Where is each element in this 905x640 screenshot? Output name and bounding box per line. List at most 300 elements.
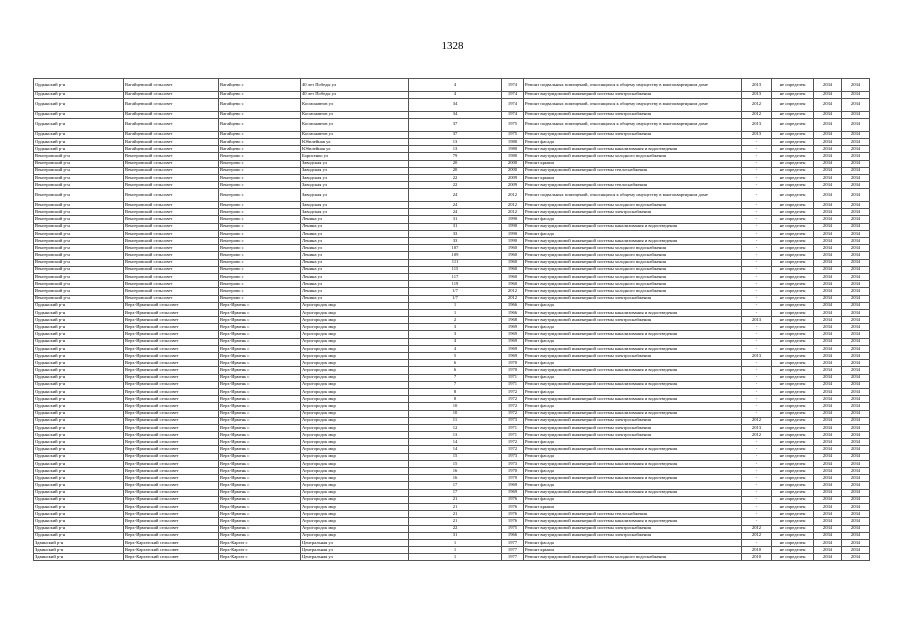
- cell-plan-end-year: 2034: [842, 439, 870, 446]
- cell-street: Заводская ул: [301, 167, 409, 174]
- cell-council: Верх-Ирменский сельсовет: [124, 489, 219, 496]
- cell-house-number: 3: [409, 331, 502, 338]
- cell-plan-end-year: 2034: [842, 216, 870, 223]
- cell-last-repair-year: 2013: [742, 131, 772, 138]
- table-row: [34, 388, 870, 395]
- cell-street: Агрогородок мкр: [301, 367, 409, 374]
- cell-settlement: Верх-Ирмень с: [219, 403, 301, 410]
- cell-plan-end-year: 2034: [842, 189, 870, 202]
- cell-council: Верх-Ирменский сельсовет: [124, 367, 219, 374]
- cell-district: Ордынский р-н: [34, 374, 124, 381]
- cell-settlement: Верх-Ирмень с: [219, 417, 301, 424]
- cell-house-number: 119: [409, 281, 502, 288]
- cell-district: Ордынский р-н: [34, 468, 124, 475]
- cell-street: Агрогородок мкр: [301, 432, 409, 439]
- cell-district: Ордынский р-н: [34, 345, 124, 352]
- cell-settlement: Венгерово с: [219, 281, 301, 288]
- cell-settlement: Верх-Ирмень с: [219, 324, 301, 331]
- cell-last-repair-year: 2013: [742, 118, 772, 131]
- cell-street: Агрогородок мкр: [301, 381, 409, 388]
- cell-status: не определен: [772, 153, 814, 160]
- cell-council: Верх-Ирменский сельсовет: [124, 446, 219, 453]
- cell-last-repair-year: -: [742, 446, 772, 453]
- cell-council: Вагайцевский сельсовет: [124, 146, 219, 153]
- cell-plan-start-year: 2034: [814, 302, 842, 309]
- cell-house-number: 16: [409, 475, 502, 482]
- cell-work-type: Ремонт фасада: [524, 138, 742, 145]
- cell-plan-end-year: 2034: [842, 432, 870, 439]
- cell-build-year: 1977: [502, 539, 524, 546]
- cell-status: не определен: [772, 489, 814, 496]
- cell-council: Вагайцевский сельсовет: [124, 131, 219, 138]
- cell-district: Здвинский р-н: [34, 539, 124, 546]
- cell-plan-end-year: 2034: [842, 338, 870, 345]
- cell-house-number: 21: [409, 511, 502, 518]
- cell-build-year: 1974: [502, 111, 524, 118]
- cell-settlement: Венгерово с: [219, 189, 301, 202]
- table-row: [34, 331, 870, 338]
- cell-house-number: 2: [409, 317, 502, 324]
- cell-street: Юбилейная ул: [301, 146, 409, 153]
- cell-district: Венгеровский р-н: [34, 189, 124, 202]
- cell-street: Заводская ул: [301, 189, 409, 202]
- cell-plan-end-year: 2034: [842, 547, 870, 554]
- cell-work-type: Ремонт внутридомовой инженерной системы электроснабжения: [524, 417, 742, 424]
- cell-work-type: Ремонт внутридомовой инженерной системы канализования и водоотведения: [524, 367, 742, 374]
- cell-council: Верх-Ирменский сельсовет: [124, 424, 219, 431]
- cell-plan-start-year: 2034: [814, 216, 842, 223]
- cell-plan-start-year: 2034: [814, 91, 842, 98]
- cell-council: Верх-Ирменский сельсовет: [124, 302, 219, 309]
- cell-settlement: Венгерово с: [219, 209, 301, 216]
- table-row: [34, 324, 870, 331]
- table-row: [34, 79, 870, 92]
- cell-status: не определен: [772, 403, 814, 410]
- table-row: [34, 446, 870, 453]
- cell-work-type: Ремонт внутридомовой инженерной системы холодного водоснабжения: [524, 288, 742, 295]
- cell-district: Венгеровский р-н: [34, 153, 124, 160]
- cell-last-repair-year: -: [742, 482, 772, 489]
- cell-plan-start-year: 2034: [814, 403, 842, 410]
- cell-settlement: Верх-Ирмень с: [219, 424, 301, 431]
- cell-street: Агрогородок мкр: [301, 302, 409, 309]
- cell-status: не определен: [772, 79, 814, 92]
- cell-house-number: 8: [409, 388, 502, 395]
- cell-status: не определен: [772, 360, 814, 367]
- cell-settlement: Верх-Ирмень с: [219, 317, 301, 324]
- cell-district: Ордынский р-н: [34, 324, 124, 331]
- cell-build-year: 1973: [502, 460, 524, 467]
- cell-plan-start-year: 2034: [814, 525, 842, 532]
- cell-work-type: Ремонт внутридомовой инженерной системы холодного водоснабжения: [524, 266, 742, 273]
- cell-plan-end-year: 2034: [842, 230, 870, 237]
- cell-street: Агрогородок мкр: [301, 324, 409, 331]
- cell-work-type: Ремонт внутридомовой инженерной системы канализования и водоотведения: [524, 396, 742, 403]
- cell-council: Венгеровский сельсовет: [124, 202, 219, 209]
- cell-work-type: Ремонт внутридомовой инженерной системы холодного водоснабжения: [524, 153, 742, 160]
- cell-last-repair-year: -: [742, 345, 772, 352]
- cell-district: Ордынский р-н: [34, 118, 124, 131]
- cell-house-number: 79: [409, 153, 502, 160]
- cell-house-number: 31: [409, 223, 502, 230]
- cell-status: не определен: [772, 223, 814, 230]
- cell-work-type: Ремонт внутридомовой инженерной системы канализования и водоотведения: [524, 475, 742, 482]
- cell-last-repair-year: 2012: [742, 532, 772, 539]
- cell-district: Ордынский р-н: [34, 302, 124, 309]
- cell-district: Здвинский р-н: [34, 554, 124, 561]
- cell-district: Ордынский р-н: [34, 91, 124, 98]
- cell-last-repair-year: -: [742, 460, 772, 467]
- cell-plan-start-year: 2034: [814, 160, 842, 167]
- table-row: [34, 118, 870, 131]
- cell-last-repair-year: 2013: [742, 317, 772, 324]
- cell-plan-end-year: 2034: [842, 511, 870, 518]
- cell-settlement: Верх-Ирмень с: [219, 388, 301, 395]
- cell-house-number: 6: [409, 367, 502, 374]
- cell-street: Заводская ул: [301, 202, 409, 209]
- cell-work-type: Ремонт внутридомовой инженерной системы электроснабжения: [524, 525, 742, 532]
- table-row: [34, 432, 870, 439]
- cell-council: Венгеровский сельсовет: [124, 266, 219, 273]
- cell-last-repair-year: -: [742, 295, 772, 302]
- cell-house-number: 8: [409, 396, 502, 403]
- cell-status: не определен: [772, 331, 814, 338]
- cell-council: Верх-Ирменский сельсовет: [124, 345, 219, 352]
- cell-settlement: Верх-Ирмень с: [219, 331, 301, 338]
- cell-plan-end-year: 2034: [842, 98, 870, 111]
- page-number: 1328: [441, 40, 464, 52]
- cell-council: Верх-Ирменский сельсовет: [124, 353, 219, 360]
- cell-house-number: 1: [409, 547, 502, 554]
- cell-house-number: 109: [409, 252, 502, 259]
- cell-last-repair-year: -: [742, 259, 772, 266]
- cell-build-year: 1980: [502, 146, 524, 153]
- cell-plan-start-year: 2034: [814, 338, 842, 345]
- cell-build-year: 1960: [502, 245, 524, 252]
- cell-last-repair-year: -: [742, 324, 772, 331]
- cell-plan-end-year: 2034: [842, 446, 870, 453]
- cell-house-number: 1: [409, 539, 502, 546]
- cell-house-number: 34: [409, 98, 502, 111]
- table-row: [34, 468, 870, 475]
- cell-plan-start-year: 2034: [814, 496, 842, 503]
- cell-council: Верх-Ирменский сельсовет: [124, 338, 219, 345]
- cell-build-year: 1973: [502, 453, 524, 460]
- cell-plan-end-year: 2034: [842, 475, 870, 482]
- cell-council: Верх-Ирменский сельсовет: [124, 518, 219, 525]
- cell-house-number: 7: [409, 381, 502, 388]
- cell-status: не определен: [772, 554, 814, 561]
- cell-street: Заводская ул: [301, 174, 409, 181]
- cell-status: не определен: [772, 146, 814, 153]
- cell-street: Агрогородок мкр: [301, 489, 409, 496]
- cell-plan-end-year: 2034: [842, 111, 870, 118]
- cell-last-repair-year: -: [742, 153, 772, 160]
- cell-plan-start-year: 2034: [814, 374, 842, 381]
- cell-status: не определен: [772, 482, 814, 489]
- cell-last-repair-year: 2013: [742, 79, 772, 92]
- cell-district: Венгеровский р-н: [34, 238, 124, 245]
- cell-work-type: Ремонт внутридомовой инженерной системы теплоснабжения: [524, 182, 742, 189]
- cell-work-type: Ремонт фасада: [524, 302, 742, 309]
- cell-work-type: Ремонт крыши: [524, 547, 742, 554]
- cell-house-number: 20: [409, 167, 502, 174]
- cell-settlement: Венгерово с: [219, 238, 301, 245]
- table-row: [34, 367, 870, 374]
- cell-settlement: Вагайцево с: [219, 138, 301, 145]
- table-row: [34, 98, 870, 111]
- cell-status: не определен: [772, 432, 814, 439]
- cell-street: Агрогородок мкр: [301, 460, 409, 467]
- cell-house-number: 24: [409, 202, 502, 209]
- cell-settlement: Венгерово с: [219, 182, 301, 189]
- cell-council: Вагайцевский сельсовет: [124, 111, 219, 118]
- cell-street: Космонавтов ул: [301, 111, 409, 118]
- cell-work-type: Ремонт внутридомовой инженерной системы холодного водоснабжения: [524, 273, 742, 280]
- cell-house-number: 4: [409, 338, 502, 345]
- table-row: [34, 511, 870, 518]
- cell-last-repair-year: -: [742, 209, 772, 216]
- cell-house-number: 21: [409, 496, 502, 503]
- cell-district: Ордынский р-н: [34, 396, 124, 403]
- cell-settlement: Венгерово с: [219, 288, 301, 295]
- cell-last-repair-year: -: [742, 302, 772, 309]
- cell-work-type: Ремонт внутридомовой инженерной системы электроснабжения: [524, 532, 742, 539]
- cell-build-year: 1971: [502, 424, 524, 431]
- cell-street: Агрогородок мкр: [301, 309, 409, 316]
- cell-plan-start-year: 2034: [814, 475, 842, 482]
- cell-council: Венгеровский сельсовет: [124, 245, 219, 252]
- cell-house-number: 4: [409, 79, 502, 92]
- cell-settlement: Венгерово с: [219, 174, 301, 181]
- table-row: [34, 489, 870, 496]
- table-row: [34, 475, 870, 482]
- cell-settlement: Верх-Ирмень с: [219, 353, 301, 360]
- cell-council: Верх-Ирменский сельсовет: [124, 331, 219, 338]
- cell-plan-end-year: 2034: [842, 295, 870, 302]
- cell-work-type: Ремонт фасада: [524, 468, 742, 475]
- cell-build-year: 1980: [502, 153, 524, 160]
- cell-plan-start-year: 2034: [814, 259, 842, 266]
- cell-build-year: 1980: [502, 138, 524, 145]
- cell-street: Агрогородок мкр: [301, 453, 409, 460]
- cell-street: Агрогородок мкр: [301, 482, 409, 489]
- cell-status: не определен: [772, 167, 814, 174]
- cell-district: Ордынский р-н: [34, 98, 124, 111]
- cell-street: Ленина ул: [301, 288, 409, 295]
- cell-work-type: Ремонт внутридомовой инженерной системы канализования и водоотведения: [524, 238, 742, 245]
- cell-last-repair-year: 2012: [742, 111, 772, 118]
- cell-plan-end-year: 2034: [842, 209, 870, 216]
- cell-build-year: 1970: [502, 367, 524, 374]
- cell-plan-end-year: 2034: [842, 424, 870, 431]
- cell-work-type: Ремонт внутридомовой инженерной системы электроснабжения: [524, 353, 742, 360]
- cell-last-repair-year: -: [742, 245, 772, 252]
- cell-council: Верх-Ирменский сельсовет: [124, 468, 219, 475]
- cell-work-type: Ремонт внутридомовой инженерной системы электроснабжения: [524, 209, 742, 216]
- cell-last-repair-year: -: [742, 223, 772, 230]
- cell-plan-end-year: 2034: [842, 539, 870, 546]
- cell-work-type: Ремонт внутридомовой инженерной системы канализования и водоотведения: [524, 446, 742, 453]
- cell-district: Ордынский р-н: [34, 309, 124, 316]
- table-row: [34, 345, 870, 352]
- cell-street: Космонавтов ул: [301, 98, 409, 111]
- cell-work-type: Ремонт внутридомовой инженерной системы электроснабжения: [524, 91, 742, 98]
- cell-settlement: Верх-Ирмень с: [219, 453, 301, 460]
- cell-build-year: 1974: [502, 91, 524, 98]
- cell-settlement: Верх-Ирмень с: [219, 525, 301, 532]
- cell-plan-start-year: 2034: [814, 439, 842, 446]
- cell-build-year: 1971: [502, 381, 524, 388]
- cell-plan-start-year: 2034: [814, 230, 842, 237]
- cell-plan-start-year: 2034: [814, 446, 842, 453]
- cell-last-repair-year: -: [742, 381, 772, 388]
- cell-plan-start-year: 2034: [814, 331, 842, 338]
- cell-house-number: 24: [409, 209, 502, 216]
- cell-plan-start-year: 2034: [814, 317, 842, 324]
- table-row: [34, 111, 870, 118]
- cell-status: не определен: [772, 547, 814, 554]
- cell-house-number: 10: [409, 410, 502, 417]
- cell-house-number: 1/7: [409, 295, 502, 302]
- cell-build-year: 1977: [502, 547, 524, 554]
- cell-work-type: Ремонт крыши: [524, 174, 742, 181]
- cell-council: Верх-Ирменский сельсовет: [124, 482, 219, 489]
- cell-work-type: Ремонт внутридомовой инженерной системы электроснабжения: [524, 432, 742, 439]
- cell-status: не определен: [772, 309, 814, 316]
- cell-plan-end-year: 2034: [842, 482, 870, 489]
- cell-build-year: 1990: [502, 238, 524, 245]
- cell-plan-start-year: 2034: [814, 432, 842, 439]
- cell-build-year: 1968: [502, 317, 524, 324]
- cell-house-number: 7: [409, 374, 502, 381]
- cell-street: Космонавтов ул: [301, 131, 409, 138]
- cell-street: Заводская ул: [301, 182, 409, 189]
- cell-street: Центральная ул: [301, 539, 409, 546]
- cell-plan-start-year: 2034: [814, 131, 842, 138]
- cell-work-type: Ремонт внутридомовой инженерной системы канализования и водоотведения: [524, 309, 742, 316]
- cell-plan-end-year: 2034: [842, 281, 870, 288]
- cell-status: не определен: [772, 539, 814, 546]
- cell-plan-end-year: 2034: [842, 331, 870, 338]
- cell-work-type: Ремонт внутридомовой инженерной системы холодного водоснабжения: [524, 245, 742, 252]
- cell-district: Ордынский р-н: [34, 489, 124, 496]
- table-row: [34, 167, 870, 174]
- cell-plan-end-year: 2034: [842, 554, 870, 561]
- table-row: [34, 532, 870, 539]
- cell-house-number: 24: [409, 189, 502, 202]
- cell-build-year: 1969: [502, 489, 524, 496]
- cell-street: Ленина ул: [301, 216, 409, 223]
- cell-work-type: Ремонт фасада: [524, 324, 742, 331]
- cell-council: Вагайцевский сельсовет: [124, 98, 219, 111]
- cell-work-type: Ремонт внутридомовой инженерной системы электроснабжения: [524, 295, 742, 302]
- cell-last-repair-year: -: [742, 468, 772, 475]
- cell-plan-start-year: 2034: [814, 209, 842, 216]
- cell-district: Ордынский р-н: [34, 138, 124, 145]
- cell-council: Верх-Ирменский сельсовет: [124, 324, 219, 331]
- cell-plan-start-year: 2034: [814, 345, 842, 352]
- cell-house-number: 115: [409, 266, 502, 273]
- cell-plan-start-year: 2034: [814, 138, 842, 145]
- cell-status: не определен: [772, 266, 814, 273]
- cell-house-number: 34: [409, 111, 502, 118]
- cell-settlement: Венгерово с: [219, 153, 301, 160]
- cell-plan-end-year: 2034: [842, 460, 870, 467]
- cell-plan-start-year: 2034: [814, 381, 842, 388]
- cell-plan-start-year: 2034: [814, 460, 842, 467]
- cell-council: Верх-Ирменский сельсовет: [124, 453, 219, 460]
- cell-last-repair-year: -: [742, 160, 772, 167]
- cell-district: Ордынский р-н: [34, 388, 124, 395]
- cell-plan-end-year: 2034: [842, 489, 870, 496]
- cell-work-type: Ремонт внутридомовой инженерной системы канализования и водоотведения: [524, 410, 742, 417]
- cell-district: Венгеровский р-н: [34, 202, 124, 209]
- cell-district: Венгеровский р-н: [34, 230, 124, 237]
- cell-build-year: 1977: [502, 554, 524, 561]
- cell-last-repair-year: -: [742, 189, 772, 202]
- cell-district: Ордынский р-н: [34, 146, 124, 153]
- cell-last-repair-year: -: [742, 167, 772, 174]
- cell-build-year: 1972: [502, 396, 524, 403]
- cell-settlement: Верх-Ирмень с: [219, 360, 301, 367]
- cell-status: не определен: [772, 511, 814, 518]
- cell-house-number: 37: [409, 118, 502, 131]
- cell-street: Центральная ул: [301, 554, 409, 561]
- table-row: [34, 182, 870, 189]
- cell-settlement: Верх-Ирмень с: [219, 432, 301, 439]
- cell-plan-start-year: 2034: [814, 118, 842, 131]
- cell-district: Ордынский р-н: [34, 360, 124, 367]
- cell-council: Венгеровский сельсовет: [124, 238, 219, 245]
- cell-last-repair-year: -: [742, 403, 772, 410]
- cell-last-repair-year: -: [742, 146, 772, 153]
- cell-work-type: Ремонт подвальных помещений, относящихся к общему имуществу в многоквартирном доме: [524, 118, 742, 131]
- cell-settlement: Верх-Ирмень с: [219, 482, 301, 489]
- cell-house-number: 33: [409, 238, 502, 245]
- cell-settlement: Верх-Ирмень с: [219, 532, 301, 539]
- cell-plan-end-year: 2034: [842, 403, 870, 410]
- cell-house-number: 21: [409, 503, 502, 510]
- cell-house-number: 12: [409, 424, 502, 431]
- cell-settlement: Вагайцево с: [219, 91, 301, 98]
- cell-work-type: Ремонт внутридомовой инженерной системы холодного водоснабжения: [524, 202, 742, 209]
- cell-plan-start-year: 2034: [814, 153, 842, 160]
- table-row: [34, 417, 870, 424]
- table-row: [34, 245, 870, 252]
- cell-status: не определен: [772, 131, 814, 138]
- cell-plan-start-year: 2034: [814, 468, 842, 475]
- cell-plan-start-year: 2034: [814, 482, 842, 489]
- cell-district: Венгеровский р-н: [34, 281, 124, 288]
- cell-status: не определен: [772, 374, 814, 381]
- cell-last-repair-year: -: [742, 138, 772, 145]
- cell-status: не определен: [772, 302, 814, 309]
- cell-plan-start-year: 2034: [814, 252, 842, 259]
- cell-district: Ордынский р-н: [34, 403, 124, 410]
- cell-last-repair-year: 2010: [742, 547, 772, 554]
- cell-build-year: 1975: [502, 131, 524, 138]
- cell-council: Венгеровский сельсовет: [124, 252, 219, 259]
- cell-plan-start-year: 2034: [814, 167, 842, 174]
- cell-last-repair-year: -: [742, 360, 772, 367]
- cell-settlement: Венгерово с: [219, 245, 301, 252]
- cell-council: Венгеровский сельсовет: [124, 160, 219, 167]
- cell-settlement: Верх-Ирмень с: [219, 396, 301, 403]
- cell-plan-end-year: 2034: [842, 131, 870, 138]
- cell-house-number: 15: [409, 453, 502, 460]
- repair-schedule-sheet: [33, 78, 869, 561]
